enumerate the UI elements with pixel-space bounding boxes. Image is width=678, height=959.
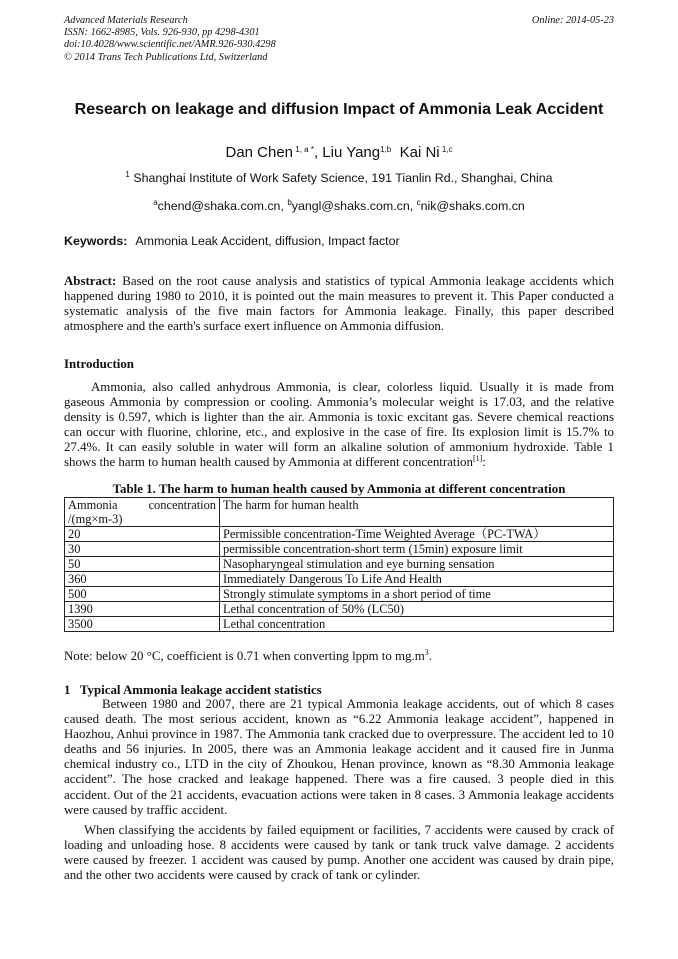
citation-ref[interactable]: [1] xyxy=(472,454,483,464)
introduction-end: : xyxy=(482,455,486,470)
harm-cell: Nasopharyngeal stimulation and eye burning sensation xyxy=(220,557,614,572)
keywords-text: Ammonia Leak Accident, diffusion, Impact factor xyxy=(135,234,400,248)
email-mark: b xyxy=(287,198,292,207)
journal-name: Advanced Materials Research xyxy=(64,15,188,26)
table-row xyxy=(65,542,614,557)
table-row xyxy=(65,587,614,602)
section-paragraph: When classifying the accidents by failed equipment or facilities, 7 accidents were caused by crack of loading and unloading hose. 8 accidents were caused by tank or tank truck valve damage. 2 accidents were caused by freezer. 1 accident was caused by pump. Another one accident was caused by drain pipe, and the other two accidents were caused by crack of tank or cylinder. xyxy=(64,823,614,883)
affiliation-text: Shanghai Institute of Work Safety Science, 191 Tianlin Rd., Shanghai, China xyxy=(129,171,553,185)
introduction-heading: Introduction xyxy=(64,357,134,371)
author-affil-mark: 1, a * xyxy=(293,145,314,154)
email-mark: c xyxy=(416,198,421,207)
online-date: Online: 2014-05-23 xyxy=(531,15,614,26)
author-affil-mark: 1,c xyxy=(439,145,453,154)
table-row xyxy=(65,617,614,632)
doi-line: doi:10.4028/www.scientific.net/AMR.926-930.4298 xyxy=(64,39,276,51)
section-paragraph: Between 1980 and 2007, there are 21 typical Ammonia leakage accidents, out of which 8 cases caused death. The most serious accident, known as “6.22 Ammonia leakage accident”, happened in Haozhou, Anhui province in 1987. The Ammonia tank cracked due to overpressure. The accident led to 10 deaths and 56 injuries. In 2005, there was an Ammonia leakage accident and it caused fire in Junma chemical industry co., LTD in the city of Zhoukou, Henan province, known as “8.30 Ammonia leakage accident”. The hose cracked and leakage happened. There was a fire caused. 3 people died in this accident. Out of the 21 accidents, evacuation actions were taken in 8 cases. 3 Ammonia leakage accidents were caused by traffic accident. xyxy=(64,697,614,817)
issn-line: ISSN: 1662-8985, Vols. 926-930, pp 4298-4301 xyxy=(64,27,260,39)
table-header-row xyxy=(65,498,614,527)
header-concentration-a: Ammonia xyxy=(68,498,118,512)
harm-cell: Permissible concentration-Time Weighted Average（PC-TWA） xyxy=(220,527,614,542)
harm-cell: permissible concentration-short term (15min) exposure limit xyxy=(220,542,614,557)
table-row xyxy=(65,572,614,587)
concentration-cell: 1390 xyxy=(65,602,220,617)
email-list xyxy=(0,199,678,213)
author-affil-mark: 1,b xyxy=(380,145,392,154)
author-separator: , xyxy=(313,144,323,161)
harm-cell: Strongly stimulate symptoms in a short period of time xyxy=(220,587,614,602)
header-concentration xyxy=(65,498,220,527)
email-mark: a xyxy=(153,198,158,207)
introduction-text: Ammonia, also called anhydrous Ammonia, is clear, colorless liquid. Usually it is made from gaseous Ammonia by compression or cooling. Ammonia’s molecular weight is 17.03, and the relative density is 0.597, which is lighter than the air. Ammonia is toxic excitant gas. Severe chemical reactions can occur with fluorine, chlorine, etc., and explosive in the case of fire. Its explosion limit is 15.7% to 27.4%. It can easily soluble in water will form an alkaline solution of ammonium hydroxide. Table 1 shows the harm to human health caused by Ammonia at different concentration xyxy=(64,380,614,470)
table-row xyxy=(65,602,614,617)
concentration-cell: 20 xyxy=(65,527,220,542)
author-name: Liu Yang xyxy=(322,144,381,161)
header-harm: The harm for human health xyxy=(220,498,614,527)
table-note-end: . xyxy=(428,649,433,663)
email-address[interactable]: yangl@shaks.com.cn, xyxy=(291,199,417,213)
table-row xyxy=(65,527,614,542)
concentration-cell: 360 xyxy=(65,572,220,587)
copyright-line: © 2014 Trans Tech Publications Ltd, Switzerland xyxy=(64,51,268,63)
table-row xyxy=(65,557,614,572)
harm-cell: Lethal concentration of 50% (LC50) xyxy=(220,602,614,617)
table-caption: Table 1. The harm to human health caused by Ammonia at different concentration xyxy=(112,482,566,496)
harm-cell: Lethal concentration xyxy=(220,617,614,632)
header-concentration-unit: /(mg×m-3) xyxy=(68,512,123,526)
concentration-cell: 50 xyxy=(65,557,220,572)
author-name: Dan Chen xyxy=(225,144,294,161)
email-address[interactable]: nik@shaks.com.cn xyxy=(420,199,525,213)
journal-header xyxy=(64,15,276,64)
concentration-cell: 3500 xyxy=(65,617,220,632)
table-note xyxy=(64,649,432,664)
harm-table xyxy=(64,497,614,632)
table-note-text: Note: below 20 °C, coefficient is 0.71 when converting lppm to mg.m xyxy=(64,649,425,663)
table-note-sup: 3 xyxy=(424,648,429,657)
header-concentration-b: concentration xyxy=(148,498,216,512)
abstract-text: Based on the root cause analysis and statistics of typical Ammonia leakage accidents which happened during 1980 to 2010, it is pointed out the main measures to prevent it. This Paper conducted a systematic analysis of the five main factors for Ammonia leakage. Finally, this paper described atmosphere and the earth's surface exert influence on Ammonia diffusion. xyxy=(64,274,614,334)
section-heading: 1 Typical Ammonia leakage accident statistics xyxy=(64,683,322,697)
abstract-label: Abstract: xyxy=(64,274,117,288)
concentration-cell: 30 xyxy=(65,542,220,557)
keywords-label: Keywords: xyxy=(64,234,128,248)
affiliation-mark: 1 xyxy=(125,170,130,179)
introduction-paragraph xyxy=(64,380,614,471)
harm-cell: Immediately Dangerous To Life And Health xyxy=(220,572,614,587)
paper-title: Research on leakage and diffusion Impact of Ammonia Leak Accident xyxy=(74,101,604,118)
abstract xyxy=(64,274,614,334)
keywords xyxy=(64,234,400,248)
affiliation xyxy=(0,171,678,185)
concentration-cell: 500 xyxy=(65,587,220,602)
author-name: Kai Ni xyxy=(399,144,440,161)
email-address[interactable]: chend@shaka.com.cn, xyxy=(157,199,288,213)
author-separator xyxy=(391,144,399,161)
author-list xyxy=(0,144,678,161)
